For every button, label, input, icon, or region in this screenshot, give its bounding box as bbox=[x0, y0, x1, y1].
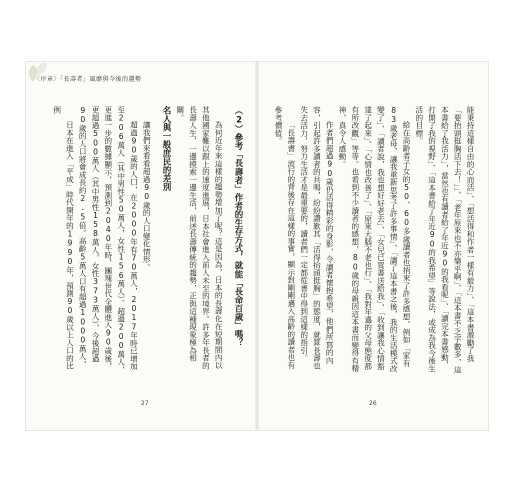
paragraph: 超過90歲的人口，在2000年有70萬人，2017年時已增加至206萬人（其中男性50萬人，女性156萬人）。超過200萬人，更進一步的數據顯示，預測到2040年時，團塊世代全體進入90歲後，更超過500萬人（其中男性158萬人，女性373萬人），今後超過90歲的人口將會成長約2.5倍。高齡5萬人口有超過1000萬人， bbox=[78, 106, 139, 374]
paragraph: 讓我們來看看超過90歲的人口變化情形。 bbox=[142, 121, 152, 272]
paragraph: 給在高齡者子女的50、60多歲讀者也捎來了許多感想，例如「家有83歲老母，讓我重新思考了許多事情」、「讀了這本書之後，我的生活模式改變了」、「讀者說，我也想好好老去」、「女兒已買書送給我」、「收到讓我心情豁達了起來」、「心情也改善了」、「原來大腦不老也行」、「我對年邁的父母態度都有所改觀」等等。也看到不少讀者的感想，80歲的母親因這本書而變得有精神，真令人感動。 bbox=[338, 106, 412, 373]
paragraph: 「長壽書」流行的背後存在這樣的事實，顯示對剛剛邁入高齡的讀者也有參考價值。 bbox=[274, 106, 296, 370]
paragraph: 為何近年來這樣的趨勢增加了呢？這是因為，日本的長壽化在短期間內以其他國家難以跟上的速度進展，日本社會進入前人未至的境界。許多年長者的長壽人生，一邊摸索一邊生活，前述長壽傳統的趨勢，正與這種現象極為相關。 bbox=[175, 106, 224, 370]
section-heading: （2）參考「長壽者」作者的生存方式，就能「長命百歲」嗎？ bbox=[234, 106, 244, 347]
page-number-right: 26 bbox=[369, 400, 377, 407]
left-page bbox=[26, 62, 257, 430]
paragraph: 作者們超過90歲仍活得精彩的身影，令讀者懷抱希望，他們所寫的內容，引起許多讀者的共鳴，紛紛讚歎其「活得抬頭挺胸」的態度，就算長壽也失去活力，努力生活才是最重要的，讀者們一定都從書中得到這樣的指引。 bbox=[299, 106, 335, 370]
page-number-left: 27 bbox=[141, 400, 149, 407]
paragraph: 能秉持這樣自由的心而活」、「想活得和作者一樣有毅力」、「這本書激勵了我「要抬頭挺胸活下去！」」、「老年原來也不亦樂乎啊」、「這本書不乏字數多，這本書給了我活力」，當然也有讀者給了年近90的我看呢」、「讀完本書感動，打開了我的視野」、「這本書給了年近90的我希望」等說法，或成為我今後生活的目標。 bbox=[414, 106, 475, 374]
running-head: 〈序章〉「長壽者」風靡與今後的趨勢 bbox=[34, 76, 142, 83]
book-spread bbox=[26, 62, 488, 430]
right-page-text bbox=[270, 106, 476, 376]
right-page bbox=[257, 62, 488, 430]
section-heading: 名人與一般庶民的差別 bbox=[162, 106, 173, 192]
paragraph: 日本在進入「平成」時代開年的1990年，預測90歲以上人口的比例 bbox=[52, 106, 75, 370]
left-page-text bbox=[39, 106, 245, 376]
